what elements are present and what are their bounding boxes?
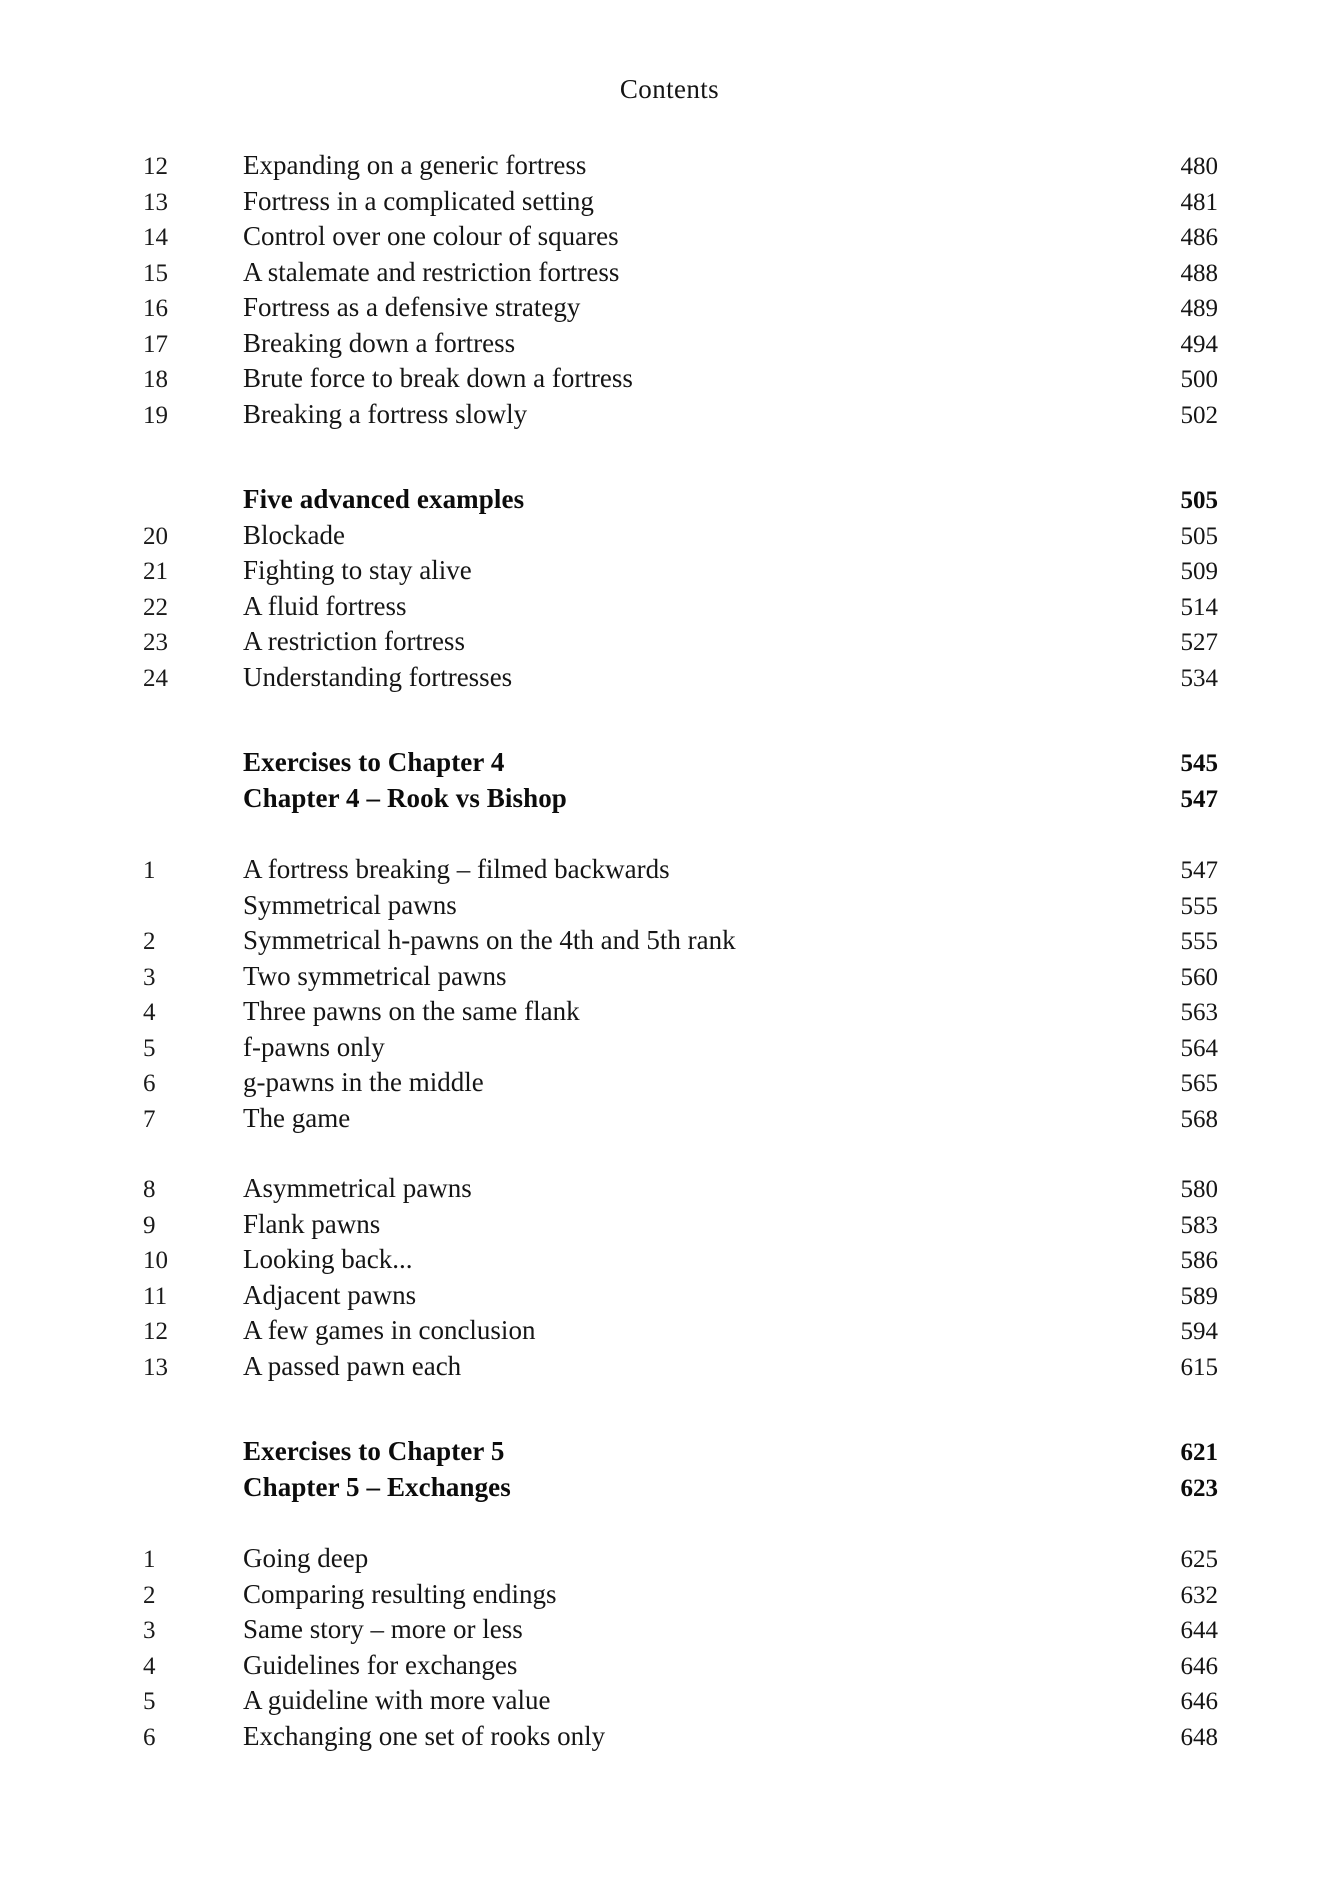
toc-entry-page-number: 563 [1180, 999, 1218, 1026]
toc-entry-page-number: 621 [1180, 1439, 1218, 1466]
toc-entry-title: Fortress as a defensive strategy [243, 292, 581, 322]
running-head: Contents [619, 74, 720, 104]
toc-entry-number: 22 [143, 593, 168, 621]
toc-entry-page-number: 488 [1180, 259, 1218, 287]
toc-entry-row[interactable] [143, 255, 1218, 291]
toc-entry-page-number: 623 [1180, 1474, 1218, 1502]
toc-entry-row[interactable] [143, 553, 1218, 589]
toc-section-title: Exercises to Chapter 4 [243, 747, 505, 777]
toc-entry-page-number: 615 [1180, 1353, 1218, 1381]
toc-entry-title: Control over one colour of squares [243, 221, 619, 251]
toc-section-title: Chapter 4 – Rook vs Bishop [243, 782, 567, 813]
toc-entry-page-number: 644 [1180, 1617, 1218, 1644]
toc-entry-number: 12 [143, 153, 168, 180]
toc-entry-page-number: 555 [1180, 892, 1218, 920]
toc-entry-row[interactable] [143, 290, 1218, 326]
toc-entry-number: 2 [143, 928, 156, 955]
toc-entry-row[interactable] [143, 660, 1218, 696]
toc-entry-title: Asymmetrical pawns [243, 1173, 472, 1203]
toc-entry-page-number: 502 [1180, 401, 1218, 429]
toc-entry-number: 19 [143, 401, 168, 429]
toc-section-title: Five advanced examples [243, 484, 525, 514]
toc-entry-number: 17 [143, 330, 168, 358]
toc-entry-title: Three pawns on the same flank [243, 996, 580, 1026]
toc-entry-number: 23 [143, 629, 168, 656]
toc-entry-page-number: 514 [1180, 593, 1218, 621]
toc-entry-title: g-pawns in the middle [243, 1067, 484, 1097]
toc-entry-number: 10 [143, 1247, 168, 1274]
toc-entry-number: 8 [143, 1176, 156, 1203]
toc-entry-title: Two symmetrical pawns [243, 960, 507, 991]
section-spacer [143, 1136, 1218, 1171]
toc-entry-title: A fluid fortress [243, 590, 407, 621]
toc-entry-title: Expanding on a generic fortress [243, 150, 587, 180]
toc-entry-row[interactable] [143, 1171, 1218, 1207]
toc-entry-page-number: 505 [1180, 487, 1218, 514]
toc-section-heading[interactable] [143, 1470, 1218, 1506]
toc-entry-row[interactable] [143, 1242, 1218, 1278]
toc-entry-title: Exchanging one set of rooks only [243, 1720, 606, 1751]
section-spacer [143, 1505, 1218, 1541]
toc-entry-title: f-pawns only [243, 1031, 385, 1062]
toc-entry-number: 21 [143, 558, 168, 585]
toc-entry-title: Fighting to stay alive [243, 555, 472, 585]
toc-entry-row[interactable] [143, 959, 1218, 995]
toc-entry-number: 4 [143, 1652, 156, 1680]
toc-entry-row[interactable] [143, 1541, 1218, 1577]
toc-entry-row[interactable] [143, 1313, 1218, 1349]
section-spacer [143, 1384, 1218, 1434]
toc-entry-row[interactable] [143, 397, 1218, 433]
toc-section-heading[interactable] [143, 482, 1218, 518]
toc-entry-row[interactable] [143, 852, 1218, 888]
section-spacer [143, 816, 1218, 852]
toc-entry-page-number: 547 [1180, 785, 1218, 813]
toc-entry-row[interactable] [143, 1719, 1218, 1755]
toc-entry-number: 6 [143, 1070, 156, 1097]
toc-entry-number: 7 [143, 1105, 156, 1133]
toc-entry-page-number: 648 [1180, 1723, 1218, 1751]
toc-entry-page-number: 509 [1180, 558, 1218, 585]
toc-entry-title: Breaking a fortress slowly [243, 398, 528, 429]
toc-entry-number: 18 [143, 366, 168, 393]
toc-entry-title: The game [243, 1102, 351, 1133]
toc-entry-row[interactable] [143, 1349, 1218, 1385]
toc-entry-row[interactable] [143, 1577, 1218, 1613]
toc-entry-title: Blockade [243, 519, 345, 550]
toc-entry-title: Symmetrical h-pawns on the 4th and 5th rank [243, 925, 736, 955]
section-spacer [143, 695, 1218, 745]
toc-entry-row[interactable] [143, 1278, 1218, 1314]
toc-entry-page-number: 632 [1180, 1581, 1218, 1609]
toc-entry-page-number: 594 [1180, 1318, 1218, 1345]
toc-entry-page-number: 646 [1180, 1688, 1218, 1715]
toc-entry-number: 6 [143, 1723, 156, 1751]
toc-entry-number: 13 [143, 1353, 168, 1381]
toc-section-title: Chapter 5 – Exchanges [243, 1471, 511, 1502]
toc-entry-number: 12 [143, 1318, 168, 1345]
toc-entry-page-number: 527 [1180, 629, 1218, 656]
toc-entry-row[interactable] [143, 1065, 1218, 1101]
toc-section-heading[interactable] [143, 745, 1218, 781]
toc-entry-page-number: 486 [1180, 224, 1218, 251]
toc-entry-row[interactable] [143, 1030, 1218, 1066]
toc-entry-title: Adjacent pawns [243, 1279, 417, 1310]
toc-entry-row[interactable] [143, 624, 1218, 660]
toc-entry-page-number: 564 [1180, 1034, 1218, 1062]
toc-entry-page-number: 583 [1180, 1211, 1218, 1239]
toc-entry-number: 3 [143, 963, 156, 991]
toc-entry-page-number: 568 [1180, 1105, 1218, 1133]
toc-entry-title: Brute force to break down a fortress [243, 363, 633, 393]
toc-entry-title: A restriction fortress [243, 626, 465, 656]
toc-entry-row[interactable] [143, 361, 1218, 397]
toc-entry-row[interactable] [143, 923, 1218, 959]
toc-entry-page-number: 560 [1180, 963, 1218, 991]
toc-entry-page-number: 565 [1180, 1070, 1218, 1097]
toc-entry-page-number: 500 [1180, 366, 1218, 393]
toc-entry-number: 1 [143, 1546, 156, 1573]
toc-entry-page-number: 505 [1180, 522, 1218, 550]
section-spacer [143, 432, 1218, 482]
toc-entry-title: Going deep [243, 1543, 369, 1573]
toc-entry-title: Looking back... [243, 1244, 413, 1274]
toc-entry-page-number: 625 [1180, 1546, 1218, 1573]
toc-entry-number: 20 [143, 522, 168, 550]
toc-entry-title: Guidelines for exchanges [243, 1649, 518, 1680]
toc-entry-title: Comparing resulting endings [243, 1578, 557, 1609]
toc-entry-title: Fortress in a complicated setting [243, 185, 594, 216]
toc-entry-title: Understanding fortresses [243, 661, 513, 692]
toc-entry-page-number: 480 [1180, 153, 1218, 180]
toc-entry-title: A guideline with more value [243, 1685, 551, 1715]
toc-entry-row[interactable] [143, 326, 1218, 362]
toc-entry-page-number: 494 [1180, 330, 1218, 358]
toc-entry-row[interactable] [143, 1207, 1218, 1243]
toc-entry-page-number: 547 [1180, 857, 1218, 884]
toc-entry-page-number: 580 [1180, 1176, 1218, 1203]
toc-entry-number: 1 [143, 857, 156, 884]
toc-entry-number: 15 [143, 259, 168, 287]
toc-entry-row[interactable] [143, 184, 1218, 220]
toc-entry-number: 2 [143, 1581, 156, 1609]
toc-entry-number: 11 [143, 1282, 168, 1310]
toc-entry-title: Breaking down a fortress [243, 327, 516, 358]
toc-entry-page-number: 534 [1180, 664, 1218, 692]
toc-entry-title: A passed pawn each [243, 1350, 462, 1381]
toc-entry-title: A fortress breaking – filmed backwards [243, 854, 670, 884]
toc-entry-row[interactable] [143, 994, 1218, 1030]
toc-entry-row[interactable] [143, 1683, 1218, 1719]
toc-entry-title: Symmetrical pawns [243, 889, 457, 920]
toc-entry-row[interactable] [143, 888, 1218, 924]
toc-entry-number: 9 [143, 1211, 156, 1239]
toc-entry-number: 13 [143, 188, 168, 216]
toc-entry-number: 5 [143, 1034, 156, 1062]
toc-entry-row[interactable] [143, 1101, 1218, 1137]
toc-section-title: Exercises to Chapter 5 [243, 1436, 505, 1466]
toc-entry-number: 5 [143, 1688, 156, 1715]
toc-entry-page-number: 489 [1180, 295, 1218, 322]
toc-entry-number: 4 [143, 999, 156, 1026]
toc-entry-row[interactable] [143, 589, 1218, 625]
toc-entry-row[interactable] [143, 219, 1218, 255]
toc-entry-page-number: 481 [1180, 188, 1218, 216]
toc-entry-row[interactable] [143, 148, 1218, 184]
toc-entry-page-number: 589 [1180, 1282, 1218, 1310]
toc-entry-number: 3 [143, 1617, 156, 1644]
toc-entry-row[interactable] [143, 1612, 1218, 1648]
toc-entry-title: Same story – more or less [243, 1614, 523, 1644]
toc-entry-page-number: 586 [1180, 1247, 1218, 1274]
toc-entry-number: 24 [143, 664, 168, 692]
toc-entry-title: A few games in conclusion [243, 1315, 536, 1345]
toc-entry-number: 16 [143, 295, 168, 322]
toc-section-heading[interactable] [143, 781, 1218, 817]
toc-entry-page-number: 646 [1180, 1652, 1218, 1680]
toc-entry-row[interactable] [143, 1648, 1218, 1684]
table-of-contents [143, 148, 1218, 1754]
toc-entry-page-number: 545 [1180, 750, 1218, 777]
toc-entry-row[interactable] [143, 518, 1218, 554]
toc-entry-title: Flank pawns [243, 1208, 381, 1239]
toc-entry-page-number: 555 [1180, 928, 1218, 955]
toc-entry-title: A stalemate and restriction fortress [243, 256, 620, 287]
toc-section-heading[interactable] [143, 1434, 1218, 1470]
toc-entry-number: 14 [143, 224, 168, 251]
